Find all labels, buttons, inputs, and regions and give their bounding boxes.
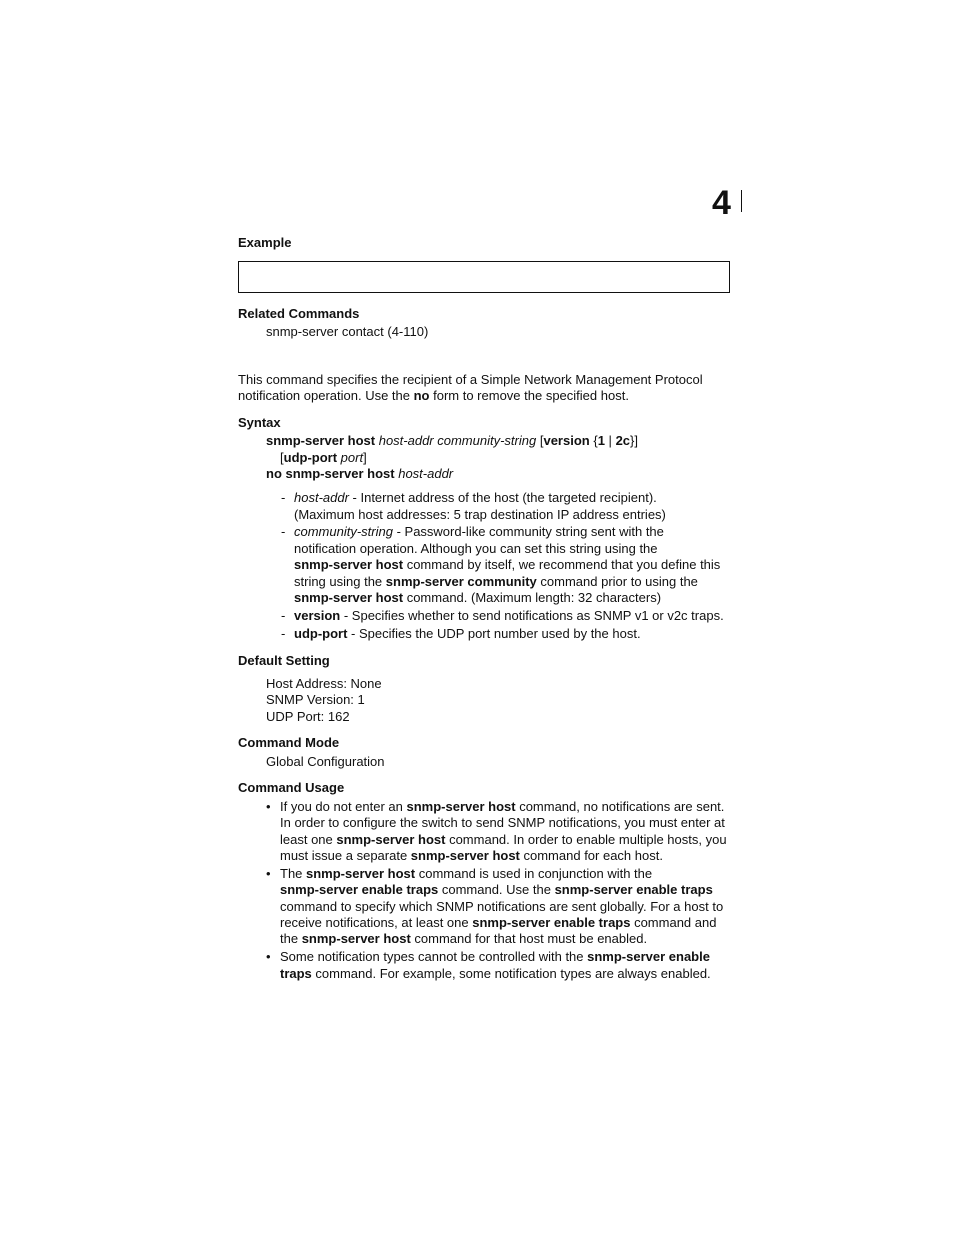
param-community-line-4: string using the snmp-server community command prior to using the bbox=[294, 574, 698, 589]
usage-bullet-2-line-1: The snmp-server host command is used in conjunction with the bbox=[280, 866, 653, 881]
param-community-line-5: snmp-server host command. (Maximum length: 32 characters) bbox=[294, 590, 662, 605]
default-setting-heading: Default Setting bbox=[238, 653, 330, 668]
syntax-command-1-cont: [udp-port port] bbox=[280, 450, 367, 465]
bullet-marker: • bbox=[266, 799, 271, 814]
syntax-command-1: snmp-server host host-addr community-string [version {1 | 2c}] bbox=[266, 433, 638, 448]
dash-marker: - bbox=[281, 524, 286, 539]
usage-bullet-1-line-2: In order to configure the switch to send SNMP notifications, you must enter at bbox=[280, 815, 725, 830]
chapter-bar bbox=[741, 190, 742, 212]
command-usage-heading: Command Usage bbox=[238, 780, 345, 795]
usage-bullet-2-line-5: the snmp-server host command for that host must be enabled. bbox=[280, 931, 648, 946]
description-line-2: notification operation. Use the no form to remove the specified host. bbox=[238, 388, 629, 403]
dash-marker: - bbox=[281, 626, 286, 641]
default-snmp-version: SNMP Version: 1 bbox=[266, 692, 365, 707]
param-host-addr: host-addr - Internet address of the host (the targeted recipient). bbox=[294, 490, 657, 505]
default-host-address: Host Address: None bbox=[266, 676, 382, 691]
usage-bullet-2-line-2: snmp-server enable traps command. Use the snmp-server enable traps bbox=[280, 882, 713, 897]
related-commands-heading: Related Commands bbox=[238, 306, 360, 321]
usage-bullet-1-line-4: must issue a separate snmp-server host command for each host. bbox=[280, 848, 663, 863]
usage-bullet-1-line-1: If you do not enter an snmp-server host command, no notifications are sent. bbox=[280, 799, 725, 814]
description-line-1: This command specifies the recipient of a Simple Network Management Protocol bbox=[238, 372, 703, 387]
usage-bullet-3-line-2: traps command. For example, some notification types are always enabled. bbox=[280, 966, 711, 981]
bullet-marker: • bbox=[266, 866, 271, 881]
param-community-string: community-string - Password-like community string sent with the bbox=[294, 524, 664, 539]
syntax-command-2: no snmp-server host host-addr bbox=[266, 466, 454, 481]
usage-bullet-3-line-1: Some notification types cannot be controlled with the snmp-server enable bbox=[280, 949, 710, 964]
example-heading: Example bbox=[238, 235, 292, 250]
param-community-line-2: notification operation. Although you can set this string using the bbox=[294, 541, 658, 556]
syntax-heading: Syntax bbox=[238, 415, 281, 430]
bullet-marker: • bbox=[266, 949, 271, 964]
param-udp-port: udp-port - Specifies the UDP port number used by the host. bbox=[294, 626, 641, 641]
related-command-item: snmp-server contact (4-110) bbox=[266, 324, 429, 339]
usage-bullet-2-line-4: receive notifications, at least one snmp-server enable traps command and bbox=[280, 915, 717, 930]
usage-bullet-1-line-3: least one snmp-server host command. In order to enable multiple hosts, you bbox=[280, 832, 727, 847]
command-mode-heading: Command Mode bbox=[238, 735, 340, 750]
param-community-line-3: snmp-server host command by itself, we recommend that you define this bbox=[294, 557, 721, 572]
default-udp-port: UDP Port: 162 bbox=[266, 709, 350, 724]
command-mode-value: Global Configuration bbox=[266, 754, 385, 769]
dash-marker: - bbox=[281, 490, 286, 505]
example-box bbox=[238, 261, 730, 293]
param-host-addr-cont: (Maximum host addresses: 5 trap destination IP address entries) bbox=[294, 507, 666, 522]
usage-bullet-2-line-3: command to specify which SNMP notifications are sent globally. For a host to bbox=[280, 899, 724, 914]
chapter-number: 4 bbox=[712, 184, 731, 222]
param-version: version - Specifies whether to send notifications as SNMP v1 or v2c traps. bbox=[294, 608, 724, 623]
dash-marker: - bbox=[281, 608, 286, 623]
